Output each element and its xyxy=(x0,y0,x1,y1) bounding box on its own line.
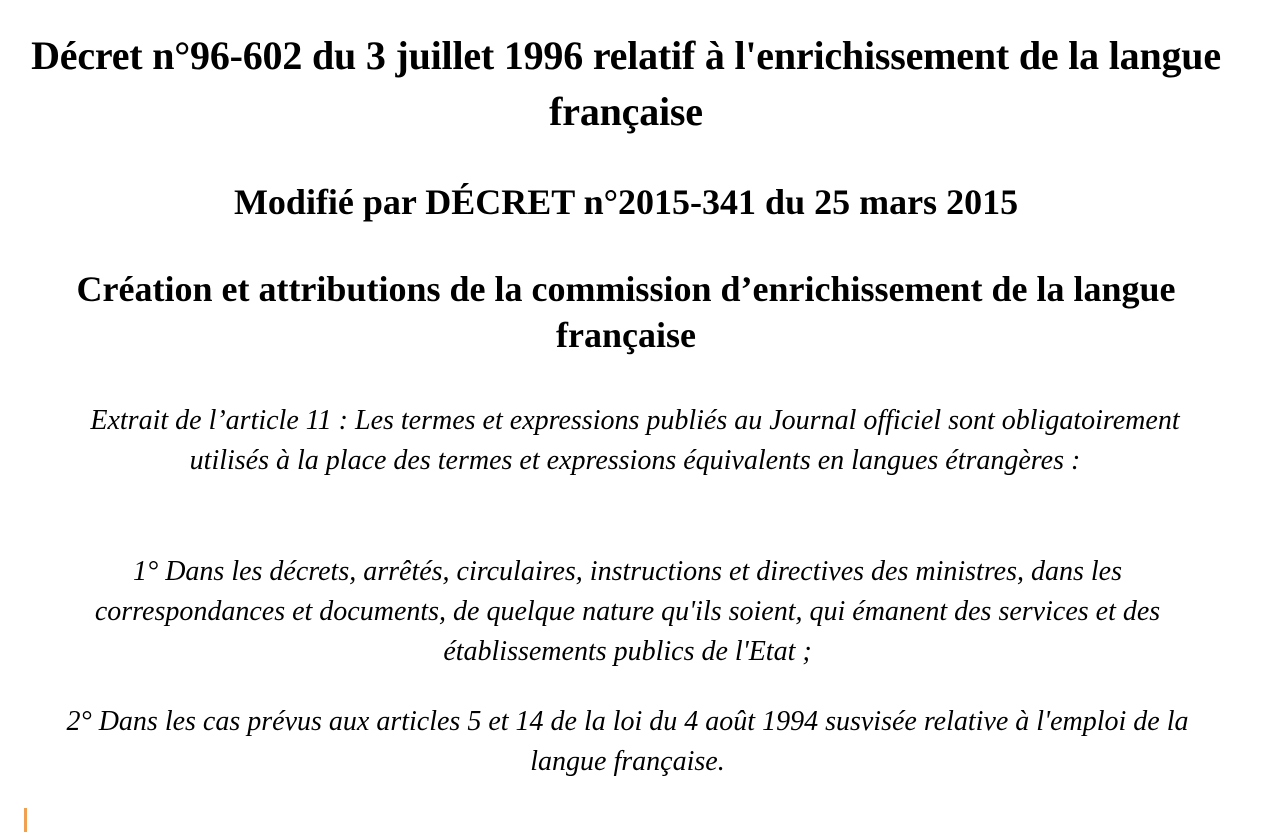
document-subtitle: Modifié par DÉCRET n°2015-341 du 25 mars 2015 xyxy=(233,182,1019,222)
article-excerpt-paragraph: Extrait de l’article 11 : Les termes et expressions publiés au Journal officiel sont obligatoirement utilisés à la place des termes et expressions équivalents en langues étrangères : xyxy=(90,405,1180,476)
section-heading: Création et attributions de la commission d’enrichissement de la langue française xyxy=(76,269,1176,355)
list-item-1-paragraph: 1° Dans les décrets, arrêtés, circulaires, instructions et directives des ministres, dans les correspondances et documents, de quelque nature qu'ils soient, qui émanent des services et des établissements publics de l'Etat ; xyxy=(94,556,1161,667)
text-cursor-marker xyxy=(24,808,27,832)
document-title: Décret n°96-602 du 3 juillet 1996 relatif à l'enrichissement de la langue française xyxy=(31,33,1221,134)
list-item-2-paragraph: 2° Dans les cas prévus aux articles 5 et 14 de la loi du 4 août 1994 susvisée relative à l'emploi de la langue française. xyxy=(66,706,1189,777)
